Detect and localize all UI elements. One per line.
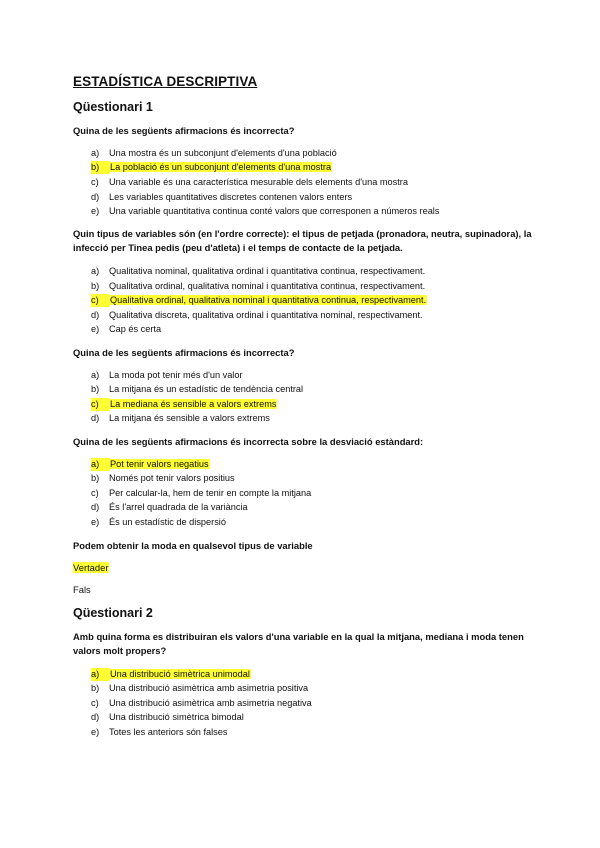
- option-letter: b): [91, 473, 100, 483]
- question-2: Quin tipus de variables són (en l'ordre correcte): el tipus de petjada (pronadora, neutra, supinadora), la infecció per Tinea pedis (peu d'atleta) i el temps de contacte de la petjada.: [73, 228, 532, 253]
- option-q2-1-c: [91, 697, 312, 710]
- option-q2-e: [91, 323, 161, 336]
- option-text: Per calcular-la, hem de tenir en compte la mitjana: [109, 488, 312, 498]
- question-3: Quina de les següents afirmacions és incorrecta?: [73, 347, 295, 358]
- option-letter: d): [91, 310, 100, 320]
- option-letter: c): [91, 294, 110, 307]
- option-q2-a: [91, 265, 425, 278]
- option-text-highlighted: Una distribució simètrica unimodal: [110, 669, 250, 679]
- option-letter: b): [91, 384, 100, 394]
- section-heading-quiz1: Qüestionari 1: [73, 100, 153, 114]
- option-q3-d: [91, 412, 270, 425]
- option-q2-1-d: [91, 711, 244, 724]
- option-letter: e): [91, 324, 100, 334]
- option-letter: d): [91, 413, 100, 423]
- option-q4-c: [91, 487, 311, 500]
- option-text: La moda pot tenir més d'un valor: [109, 370, 243, 380]
- option-letter: d): [91, 712, 100, 722]
- option-text: Una distribució simètrica bimodal: [109, 712, 244, 722]
- option-letter: a): [91, 148, 100, 158]
- option-text: Una mostra és un subconjunt d'elements d'una població: [109, 148, 337, 158]
- option-letter: c): [91, 177, 99, 187]
- option-text: Només pot tenir valors positius: [109, 473, 235, 483]
- option-q3-c: [91, 398, 277, 411]
- option-letter: d): [91, 192, 100, 202]
- option-q5-false: Fals: [73, 584, 91, 595]
- option-q3-b: [91, 383, 303, 396]
- option-q2-1-e: [91, 726, 227, 739]
- option-text-highlighted: La població és un subconjunt d'elements d'una mostra: [110, 162, 332, 172]
- question-2-1: Amb quina forma es distribuiran els valors d'una variable en la qual la mitjana, mediana i moda tenen valors molt propers?: [73, 631, 524, 656]
- option-letter: b): [91, 683, 100, 693]
- option-q2-1-b: [91, 682, 308, 695]
- option-text: Totes les anteriors són falses: [109, 727, 228, 737]
- option-q2-c: [91, 294, 427, 307]
- option-q1-a: [91, 147, 337, 160]
- option-letter: b): [91, 161, 110, 174]
- option-text: La mitjana és un estadístic de tendència central: [109, 384, 304, 394]
- option-text: Qualitativa nominal, qualitativa ordinal i quantitativa continua, respectivament.: [109, 266, 426, 276]
- option-text: Les variables quantitatives discretes contenen valors enters: [109, 192, 353, 202]
- option-text: És l'arrel quadrada de la variància: [109, 502, 248, 512]
- option-text: És un estadístic de dispersió: [109, 517, 226, 527]
- option-text-highlighted: Qualitativa ordinal, qualitativa nominal i quantitativa continua, respectivament.: [110, 295, 427, 305]
- option-text-highlighted: La mediana és sensible a valors extrems: [110, 399, 277, 409]
- option-q1-c: [91, 176, 408, 189]
- option-letter: c): [91, 488, 99, 498]
- option-text-highlighted: Vertader: [73, 562, 109, 573]
- question-1: Quina de les següents afirmacions és incorrecta?: [73, 125, 295, 136]
- option-letter: c): [91, 398, 110, 411]
- option-text-highlighted: Pot tenir valors negatius: [110, 459, 209, 469]
- option-q4-a: [91, 458, 210, 471]
- option-text: Cap és certa: [109, 324, 162, 334]
- option-q5-true: [73, 561, 109, 574]
- option-letter: a): [91, 668, 110, 681]
- option-q2-d: [91, 309, 423, 322]
- option-text: La mitjana és sensible a valors extrems: [109, 413, 270, 423]
- option-letter: e): [91, 517, 100, 527]
- question-5: Podem obtenir la moda en qualsevol tipus de variable: [73, 540, 313, 551]
- option-q4-e: [91, 516, 226, 529]
- option-q4-d: [91, 501, 248, 514]
- option-q4-b: [91, 472, 235, 485]
- section-heading-quiz2: Qüestionari 2: [73, 606, 153, 620]
- option-letter: a): [91, 370, 100, 380]
- option-text: Una variable quantitativa continua conté valors que corresponen a números reals: [109, 206, 440, 216]
- option-text: Una variable és una característica mesurable dels elements d'una mostra: [109, 177, 408, 187]
- option-letter: a): [91, 458, 110, 471]
- option-text: Qualitativa discreta, qualitativa ordinal i quantitativa nominal, respectivament.: [109, 310, 423, 320]
- option-letter: a): [91, 266, 100, 276]
- document-title: ESTADÍSTICA DESCRIPTIVA: [73, 74, 258, 89]
- option-letter: e): [91, 727, 100, 737]
- option-letter: c): [91, 698, 99, 708]
- option-text: Una distribució asimètrica amb asimetria negativa: [109, 698, 312, 708]
- option-q1-d: [91, 191, 352, 204]
- option-letter: d): [91, 502, 100, 512]
- option-text: Qualitativa ordinal, qualitativa nominal i quantitativa continua, respectivament.: [109, 281, 426, 291]
- option-q1-b: [91, 161, 332, 174]
- option-q1-e: [91, 205, 439, 218]
- option-letter: e): [91, 206, 100, 216]
- option-letter: b): [91, 281, 100, 291]
- option-text: Una distribució asimètrica amb asimetria positiva: [109, 683, 309, 693]
- option-q2-b: [91, 280, 425, 293]
- option-q3-a: [91, 369, 243, 382]
- option-q2-1-a: [91, 668, 251, 681]
- question-4: Quina de les següents afirmacions és incorrecta sobre la desviació estàndard:: [73, 436, 424, 447]
